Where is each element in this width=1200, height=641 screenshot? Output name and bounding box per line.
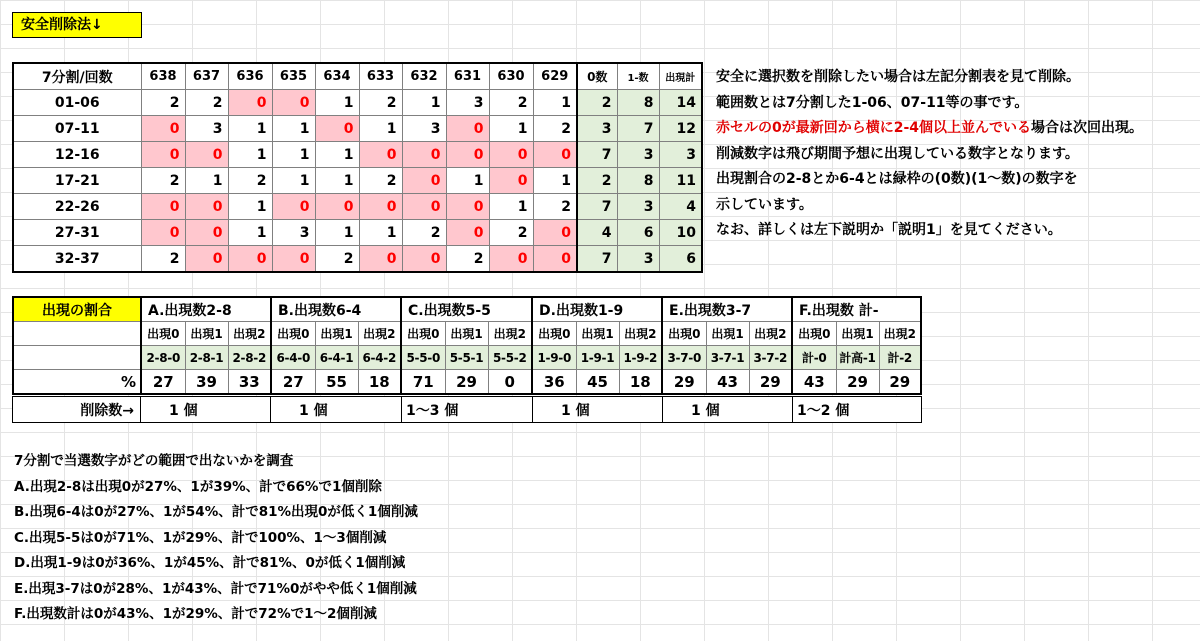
- count-cell: 0: [359, 194, 402, 220]
- count-cell: 0: [228, 90, 272, 116]
- page-title-text: 安全削除法↓: [21, 17, 103, 33]
- count-cell: 3: [185, 116, 228, 142]
- total-cell: 12: [659, 116, 702, 142]
- zero-count-cell: 2: [577, 90, 617, 116]
- percent-value: 36: [532, 370, 576, 395]
- count-cell: 0: [446, 194, 489, 220]
- count-cell: 1: [533, 168, 577, 194]
- count-cell: 0: [185, 142, 228, 168]
- count-cell: 0: [446, 142, 489, 168]
- count-cell: 0: [185, 246, 228, 273]
- percent-value: 45: [576, 370, 619, 395]
- pattern-code: 計-0: [792, 346, 836, 370]
- count-cell: 3: [272, 220, 315, 246]
- distribution-table: [12, 62, 703, 273]
- count-cell: 2: [402, 220, 446, 246]
- delete-count-table: [12, 396, 922, 423]
- zero-count-cell: 7: [577, 194, 617, 220]
- count-cell: 1: [228, 194, 272, 220]
- count-cell: 1: [446, 168, 489, 194]
- count-cell: 0: [402, 142, 446, 168]
- side-note-2: 範囲数とは7分割した1-06、07-11等の事です。: [716, 94, 1029, 111]
- appearance-ratio-table: [12, 296, 922, 395]
- percent-value: 39: [185, 370, 228, 395]
- pattern-code: 計-2: [879, 346, 921, 370]
- pattern-code: 3-7-1: [706, 346, 749, 370]
- zero-count-cell: 3: [577, 116, 617, 142]
- sub-label: 出現1: [445, 322, 488, 346]
- delete-count: 1 個: [271, 397, 402, 423]
- count-cell: 0: [402, 194, 446, 220]
- percent-value: 18: [619, 370, 662, 395]
- sub-label: 出現0: [271, 322, 315, 346]
- count-cell: 2: [533, 194, 577, 220]
- range-label: 27-31: [13, 220, 141, 246]
- column-header: 629: [533, 63, 577, 90]
- sub-label: 出現1: [836, 322, 879, 346]
- count-cell: 0: [402, 246, 446, 273]
- count-cell: 2: [185, 90, 228, 116]
- sub-label: 出現1: [185, 322, 228, 346]
- percent-value: 29: [445, 370, 488, 395]
- side-notes: [716, 65, 1143, 244]
- sub-label: 出現2: [358, 322, 401, 346]
- zero-count-cell: 7: [577, 142, 617, 168]
- range-label: 12-16: [13, 142, 141, 168]
- sub-label: 出現0: [401, 322, 445, 346]
- sub-label: 出現2: [619, 322, 662, 346]
- sub-label: 出現2: [228, 322, 271, 346]
- count-cell: 0: [141, 220, 185, 246]
- page-title: [12, 12, 142, 38]
- sub-label: 出現1: [706, 322, 749, 346]
- column-header: 630: [489, 63, 533, 90]
- sub-label: 出現0: [792, 322, 836, 346]
- count-cell: 1: [228, 220, 272, 246]
- group-name: E.出現数3-7: [662, 297, 792, 322]
- count-cell: 1: [402, 90, 446, 116]
- count-cell: 0: [533, 246, 577, 273]
- count-cell: 1: [489, 116, 533, 142]
- zero-count-cell: 7: [577, 246, 617, 273]
- total-cell: 3: [659, 142, 702, 168]
- one-count-cell: 6: [617, 220, 659, 246]
- count-cell: 2: [359, 168, 402, 194]
- count-cell: 1: [272, 168, 315, 194]
- count-cell: 1: [359, 220, 402, 246]
- count-cell: 0: [315, 116, 359, 142]
- total-cell: 14: [659, 90, 702, 116]
- column-header: 631: [446, 63, 489, 90]
- range-label: 01-06: [13, 90, 141, 116]
- count-cell: 0: [141, 194, 185, 220]
- empty-cell: [13, 322, 141, 346]
- sub-label: 出現0: [532, 322, 576, 346]
- pattern-code: 5-5-2: [488, 346, 532, 370]
- count-cell: 0: [272, 90, 315, 116]
- pattern-code: 3-7-0: [662, 346, 706, 370]
- zero-count-cell: 4: [577, 220, 617, 246]
- percent-value: 0: [488, 370, 532, 395]
- table-row: [13, 168, 702, 194]
- zero-count-cell: 2: [577, 168, 617, 194]
- pattern-code: 1-9-1: [576, 346, 619, 370]
- group-name: F.出現数 計-: [792, 297, 921, 322]
- count-cell: 0: [141, 142, 185, 168]
- count-cell: 0: [533, 220, 577, 246]
- range-label: 32-37: [13, 246, 141, 273]
- count-cell: 0: [402, 168, 446, 194]
- pattern-code: 計高-1: [836, 346, 879, 370]
- table-row: [13, 220, 702, 246]
- delete-count: 1 個: [141, 397, 271, 423]
- one-count-cell: 3: [617, 142, 659, 168]
- side-note-3-rest: 場合は次回出現。: [1031, 120, 1144, 136]
- side-note-7: なお、詳しくは左下説明か「説明1」を見てください。: [716, 222, 1062, 238]
- side-note-3-red: 赤セルの0が最新回から横に2-4個以上並んでいる: [716, 120, 1032, 136]
- total-cell: 10: [659, 220, 702, 246]
- sub-label: 出現1: [576, 322, 619, 346]
- side-note-4: 削減数字は飛び期間予想に出現している数字となります。: [716, 145, 1079, 162]
- bottom-notes: [14, 449, 418, 628]
- pattern-code: 1-9-0: [532, 346, 576, 370]
- group-name: B.出現数6-4: [271, 297, 401, 322]
- pattern-code: 5-5-1: [445, 346, 488, 370]
- table-row: [13, 194, 702, 220]
- column-header: 632: [402, 63, 446, 90]
- pattern-code: 6-4-2: [358, 346, 401, 370]
- count-cell: 0: [489, 246, 533, 273]
- percent-value: 29: [662, 370, 706, 395]
- count-cell: 1: [272, 116, 315, 142]
- total-cell: 6: [659, 246, 702, 273]
- bottom-note: D.出現1-9は0が36%、1が45%、計で81%、0が低く1個削減: [14, 555, 406, 571]
- group-name: C.出現数5-5: [401, 297, 532, 322]
- percent-value: 55: [315, 370, 358, 395]
- pattern-code: 3-7-2: [749, 346, 792, 370]
- count-cell: 3: [402, 116, 446, 142]
- percent-value: 43: [792, 370, 836, 395]
- count-cell: 0: [533, 142, 577, 168]
- one-count-cell: 8: [617, 168, 659, 194]
- delete-count: 1～2 個: [793, 397, 922, 423]
- percent-value: 29: [836, 370, 879, 395]
- percent-row: [13, 370, 921, 395]
- count-cell: 3: [446, 90, 489, 116]
- one-count-cell: 7: [617, 116, 659, 142]
- count-cell: 0: [185, 220, 228, 246]
- total-cell: 11: [659, 168, 702, 194]
- count-cell: 1: [359, 116, 402, 142]
- count-cell: 2: [446, 246, 489, 273]
- count-cell: 2: [489, 90, 533, 116]
- bottom-note: A.出現2-8は出現0が27%、1が39%、計で66%で1個削除: [14, 478, 382, 495]
- count-cell: 2: [141, 246, 185, 273]
- percent-value: 27: [141, 370, 185, 395]
- count-cell: 2: [228, 168, 272, 194]
- column-header: 638: [141, 63, 185, 90]
- percent-value: 29: [879, 370, 921, 395]
- header-label: 7分割/回数: [13, 63, 141, 90]
- count-cell: 0: [489, 168, 533, 194]
- empty-cell: [13, 346, 141, 370]
- side-note-6: 示しています。: [716, 196, 813, 213]
- count-cell: 0: [359, 246, 402, 273]
- count-cell: 1: [228, 142, 272, 168]
- percent-value: 27: [271, 370, 315, 395]
- table-row: [13, 246, 702, 273]
- count-cell: 2: [489, 220, 533, 246]
- percent-value: 33: [228, 370, 271, 395]
- count-cell: 1: [315, 90, 359, 116]
- count-cell: 0: [272, 194, 315, 220]
- table-row: [13, 142, 702, 168]
- bottom-note: B.出現6-4は0が27%、1が54%、計で81%出現0が低く1個削減: [14, 504, 418, 520]
- column-header: 635: [272, 63, 315, 90]
- side-note-1: 安全に選択数を削除したい場合は左記分割表を見て削除。: [716, 69, 1080, 85]
- pattern-code: 2-8-1: [185, 346, 228, 370]
- column-header: 1-数: [617, 63, 659, 90]
- delete-row: [13, 397, 922, 423]
- delete-count: 1～3 個: [402, 397, 533, 423]
- group-name: D.出現数1-9: [532, 297, 662, 322]
- count-cell: 0: [489, 142, 533, 168]
- count-cell: 0: [359, 142, 402, 168]
- count-cell: 1: [272, 142, 315, 168]
- delete-label: 削除数→: [13, 397, 141, 423]
- ratio-label: 出現の割合: [13, 297, 141, 322]
- count-cell: 0: [315, 194, 359, 220]
- sub-label: 出現0: [662, 322, 706, 346]
- count-cell: 2: [533, 116, 577, 142]
- count-cell: 0: [446, 116, 489, 142]
- sub-label: 出現2: [749, 322, 792, 346]
- bottom-note: C.出現5-5は0が71%、1が29%、計で100%、1～3個削減: [14, 529, 387, 546]
- one-count-cell: 3: [617, 246, 659, 273]
- pattern-code: 6-4-1: [315, 346, 358, 370]
- count-cell: 0: [185, 194, 228, 220]
- count-cell: 2: [359, 90, 402, 116]
- bottom-note: F.出現数計は0が43%、1が29%、計で72%で1～2個削減: [14, 606, 377, 622]
- percent-value: 71: [401, 370, 445, 395]
- count-cell: 0: [446, 220, 489, 246]
- header-row: [13, 63, 702, 90]
- table-row: [13, 116, 702, 142]
- column-header: 637: [185, 63, 228, 90]
- bottom-note: E.出現3-7は0が28%、1が43%、計で71%0がやや低く1個削減: [14, 580, 417, 597]
- percent-value: 18: [358, 370, 401, 395]
- range-label: 07-11: [13, 116, 141, 142]
- side-note-3: [716, 116, 1143, 142]
- delete-count: 1 個: [533, 397, 663, 423]
- total-cell: 4: [659, 194, 702, 220]
- count-cell: 1: [185, 168, 228, 194]
- column-header: 出現計: [659, 63, 702, 90]
- count-cell: 1: [228, 116, 272, 142]
- pattern-code: 2-8-2: [228, 346, 271, 370]
- range-label: 22-26: [13, 194, 141, 220]
- pattern-code: 5-5-0: [401, 346, 445, 370]
- count-cell: 2: [315, 246, 359, 273]
- sub-label: 出現2: [879, 322, 921, 346]
- percent-value: 29: [749, 370, 792, 395]
- percent-value: 43: [706, 370, 749, 395]
- group-name: A.出現数2-8: [141, 297, 271, 322]
- sub-label: 出現2: [488, 322, 532, 346]
- sub-label: 出現1: [315, 322, 358, 346]
- count-cell: 2: [141, 90, 185, 116]
- one-count-cell: 3: [617, 194, 659, 220]
- count-cell: 1: [489, 194, 533, 220]
- sub-header-row: [13, 322, 921, 346]
- pattern-code: 2-8-0: [141, 346, 185, 370]
- percent-label: %: [13, 370, 141, 395]
- range-label: 17-21: [13, 168, 141, 194]
- table-row: [13, 90, 702, 116]
- pattern-code: 1-9-2: [619, 346, 662, 370]
- count-cell: 0: [228, 246, 272, 273]
- group-header-row: [13, 297, 921, 322]
- side-note-5: 出現割合の2-8とか6-4とは緑枠の(0数)(1～数)の数字を: [716, 171, 1078, 187]
- bottom-note: 7分割で当選数字がどの範囲で出ないかを調査: [14, 453, 294, 469]
- column-header: 633: [359, 63, 402, 90]
- count-cell: 1: [533, 90, 577, 116]
- count-cell: 0: [141, 116, 185, 142]
- count-cell: 1: [315, 142, 359, 168]
- pattern-code: 6-4-0: [271, 346, 315, 370]
- column-header: 0数: [577, 63, 617, 90]
- count-cell: 1: [315, 168, 359, 194]
- one-count-cell: 8: [617, 90, 659, 116]
- column-header: 636: [228, 63, 272, 90]
- count-cell: 2: [141, 168, 185, 194]
- column-header: 634: [315, 63, 359, 90]
- code-row: [13, 346, 921, 370]
- delete-count: 1 個: [663, 397, 793, 423]
- count-cell: 0: [272, 246, 315, 273]
- sub-label: 出現0: [141, 322, 185, 346]
- count-cell: 1: [315, 220, 359, 246]
